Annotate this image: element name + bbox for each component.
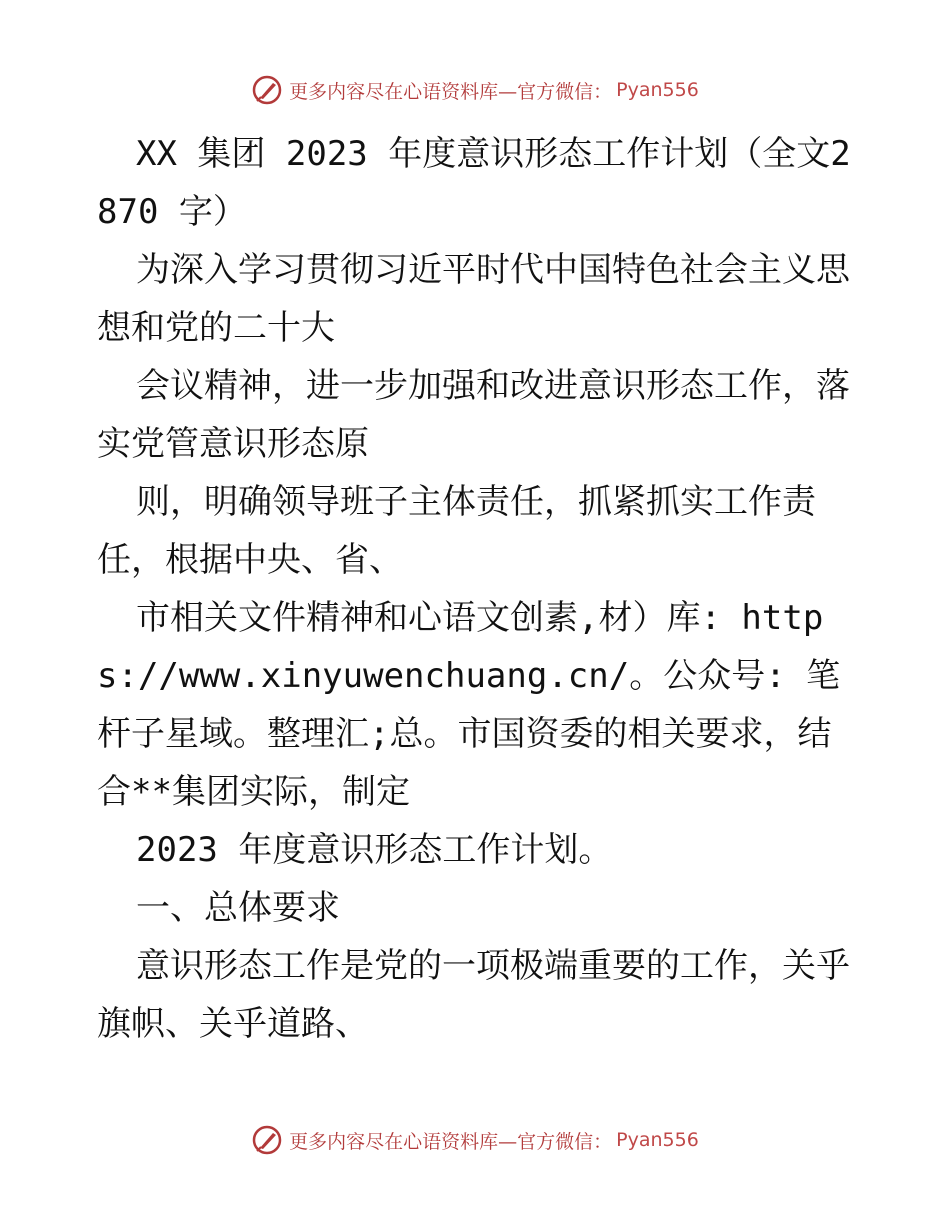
document-title: XX 集团 2023 年度意识形态工作计划（全文2870 字） [97,134,851,232]
wechat-id: Pyan556 [616,1129,699,1151]
paragraph: 则，明确领导班子主体责任，抓紧抓实工作责任，根据中央、省、 [97,482,816,580]
quill-logo-icon [251,1124,283,1156]
paragraph: 会议精神，进一步加强和改进意识形态工作，落实党管意识形态原 [97,366,850,464]
paragraph: 为深入学习贯彻习近平时代中国特色社会主义思想和党的二十大 [97,250,850,348]
wechat-id: Pyan556 [616,79,699,101]
paragraph: 意识形态工作是党的一项极端重要的工作，关乎旗帜、关乎道路、 [97,946,850,1044]
quill-logo-icon [251,74,283,106]
document-body [97,125,857,1053]
footer-watermark [0,1120,950,1160]
header-watermark [0,70,950,110]
paragraph: 2023 年度意识形态工作计划。 [136,830,613,870]
paragraph: 市相关文件精神和心语文创素,材）库: https://www.xinyuwenchuang.cn/。公众号: 笔杆子星域。整理汇;总。市国资委的相关要求，结合**集团实际，制定 [97,598,841,812]
watermark-text: 更多内容尽在心语资料库—官方微信： [289,1130,613,1153]
watermark-text: 更多内容尽在心语资料库—官方微信： [289,80,613,103]
section-heading: 一、总体要求 [136,888,340,928]
